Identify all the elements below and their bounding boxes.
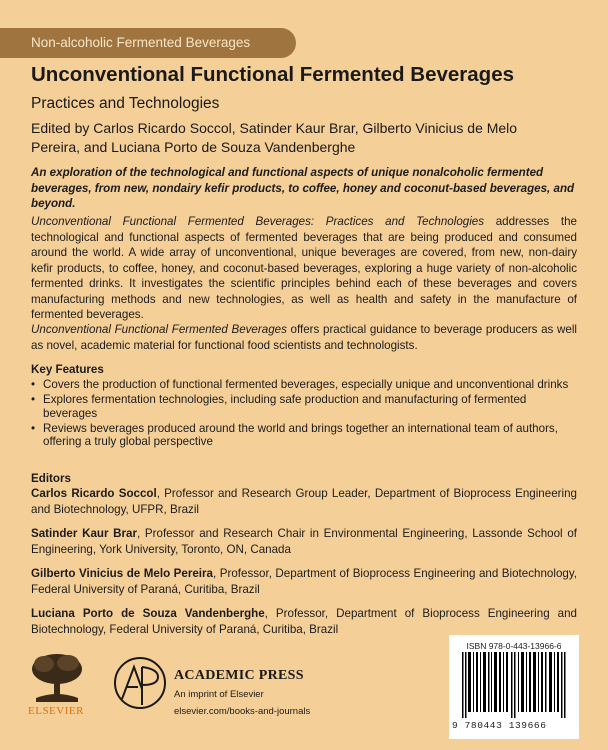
para1-text: addresses the technological and functional aspects of fermented beverages that are being produced and consumed around the world. A wide array of unconventional, unique beverages are covered, from new, non-dairy kefir products, to coffee, honey, and coconut-based beverages, exploring a huge variety of non-alcoholic fermented drinks. It investigates the scientific principles behind each of these beverages and covers manufacturing methods and new technologies, as well as health and safety in the manufacture of fermented beverages. [31, 215, 577, 321]
editor-name: Luciana Porto de Souza Vandenberghe [31, 607, 265, 620]
elsevier-wordmark: ELSEVIER [28, 705, 84, 717]
editor-bio: Carlos Ricardo Soccol, Professor and Research Group Leader, Department of Bioprocess Engineering and Biotechnology, UFPR, Brazil [31, 487, 577, 516]
book-subtitle: Practices and Technologies [31, 95, 220, 112]
imprint-line: An imprint of Elsevier [174, 689, 264, 700]
para1-book-title: Unconventional Functional Fermented Beverages: Practices and Technologies [31, 215, 485, 228]
editor-name: Gilberto Vinicius de Melo Pereira [31, 567, 213, 580]
description-paragraph-1 [31, 214, 577, 323]
editor-bio: Luciana Porto de Souza Vandenberghe, Professor, Department of Bioprocess Engineering and Biotechnology, Federal University of Paraná, Curitiba, Brazil [31, 607, 577, 636]
para2-book-title: Unconventional Functional Fermented Beverages [31, 323, 287, 336]
description-paragraph-2 [31, 322, 577, 353]
academic-press-logo [112, 655, 168, 711]
isbn-barcode [449, 635, 579, 739]
bullet-icon: • [31, 393, 36, 406]
summary-blurb: An exploration of the technological and functional aspects of unique nonalcoholic fermented beverages, from new, nondairy kefir products, to coffee, honey and coconut-based beverages, and beyond. [31, 166, 575, 210]
editor-name: Satinder Kaur Brar [31, 527, 138, 540]
edited-by-line: Edited by Carlos Ricardo Soccol, Satinder Kaur Brar, Gilberto Vinicius de Melo Pereira, and Luciana Porto de Souza Vandenberghe [31, 120, 518, 155]
series-label: Non-alcoholic Fermented Beverages [0, 28, 296, 58]
elsevier-tree-logo [28, 652, 86, 704]
editor-bio: Gilberto Vinicius de Melo Pereira, Professor, Department of Bioprocess Engineering and Biotechnology, Federal University of Paraná, Curitiba, Brazil [31, 567, 577, 596]
imprint-name: ACADEMIC PRESS [174, 668, 304, 683]
barcode-number: 9 780443 139666 [452, 720, 547, 731]
key-features-heading: Key Features [31, 363, 104, 376]
key-feature-item: • Explores fermentation technologies, including safe production and manufacturing of fermented beverages [31, 393, 527, 420]
bullet-icon: • [31, 378, 36, 391]
publisher-url[interactable]: elsevier.com/books-and-journals [174, 706, 311, 717]
key-feature-item: • Reviews beverages produced around the world and brings together an international team of authors, offering a truly global perspective [31, 421, 558, 448]
isbn-label: ISBN 978-0-443-13966-6 [466, 641, 562, 651]
barcode-bars [456, 652, 572, 718]
key-feature-item: • Covers the production of functional fermented beverages, especially unique and unconventional drinks [31, 378, 569, 391]
editor-name: Carlos Ricardo Soccol [31, 487, 157, 500]
key-features-list [31, 378, 577, 450]
editor-bio: Satinder Kaur Brar, Professor and Research Chair in Environmental Engineering, Lassonde School of Engineering, York University, Toronto, ON, Canada [31, 527, 577, 556]
bullet-icon: • [31, 421, 36, 435]
para2-text: offers practical guidance to beverage producers as well as novel, academic material for functional food scientists and technologists. [31, 323, 577, 352]
editors-heading: Editors [31, 472, 71, 485]
book-title: Unconventional Functional Fermented Beverages [31, 63, 514, 86]
